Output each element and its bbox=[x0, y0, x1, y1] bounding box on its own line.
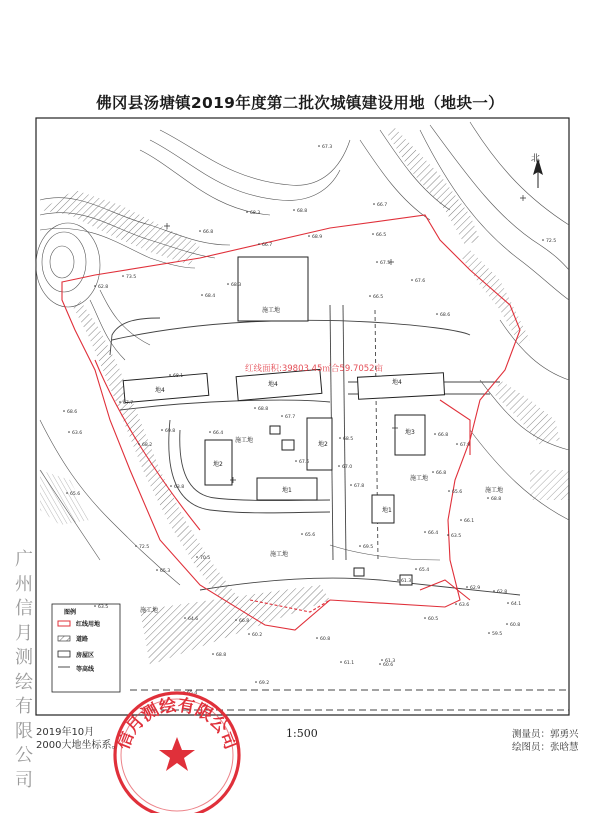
building-label: 地4 bbox=[268, 381, 278, 388]
elevation-point bbox=[447, 534, 449, 536]
elevation-label: 65.4 bbox=[187, 691, 198, 696]
elevation-label: 63.8 bbox=[174, 485, 185, 490]
elevation-label: 60.2 bbox=[252, 633, 263, 638]
elevation-point bbox=[281, 415, 283, 417]
elevation-point bbox=[434, 433, 436, 435]
elevation-label: 63.6 bbox=[72, 431, 83, 436]
elevation-point bbox=[308, 235, 310, 237]
site-label: 施工地 bbox=[410, 475, 429, 482]
elevation-label: 68.8 bbox=[491, 497, 502, 502]
elevation-point bbox=[63, 410, 65, 412]
elevation-label: 72.5 bbox=[546, 239, 557, 244]
elevation-point bbox=[122, 275, 124, 277]
elevation-point bbox=[161, 429, 163, 431]
site-label: 施工地 bbox=[485, 487, 504, 494]
elevation-label: 60.6 bbox=[383, 663, 394, 668]
red-line-area-label: 红线面积:39803.45㎡合59.7052亩 bbox=[245, 364, 384, 374]
site-label: 施工地 bbox=[235, 437, 254, 444]
elevation-point bbox=[448, 490, 450, 492]
legend-item-contour: 等高线 bbox=[76, 666, 95, 673]
elevation-label: 65.6 bbox=[305, 533, 316, 538]
elevation-label: 60.8 bbox=[320, 637, 331, 642]
map-scale: 1:500 bbox=[286, 727, 318, 740]
elevation-label: 64.6 bbox=[188, 617, 199, 622]
legend-item-red-line: 红线用地 bbox=[76, 621, 101, 628]
elevation-label: 66.7 bbox=[262, 243, 273, 248]
elevation-label: 68.8 bbox=[216, 653, 227, 658]
elevation-point bbox=[397, 579, 399, 581]
site-label: 施工地 bbox=[262, 307, 281, 314]
footer-drafter: 绘图员：张晗慧 bbox=[512, 742, 579, 753]
elevation-point bbox=[487, 497, 489, 499]
building bbox=[357, 373, 444, 399]
elevation-point bbox=[201, 294, 203, 296]
elevation-label: 59.5 bbox=[492, 632, 503, 637]
building-label: 地3 bbox=[405, 429, 415, 436]
elevation-point bbox=[424, 531, 426, 533]
elevation-label: 66.4 bbox=[428, 531, 439, 536]
elevation-point bbox=[542, 239, 544, 241]
building-small bbox=[354, 568, 364, 576]
elevation-label: 65.6 bbox=[452, 490, 463, 495]
elevation-point bbox=[66, 492, 68, 494]
elevation-label: 66.8 bbox=[436, 471, 447, 476]
elevation-label: 67.3 bbox=[322, 145, 333, 150]
elevation-label: 68.6 bbox=[67, 410, 78, 415]
elevation-point bbox=[379, 663, 381, 665]
map-title: 佛冈县汤塘镇2019年度第二批次城镇建设用地（地块一） bbox=[96, 94, 504, 112]
elevation-point bbox=[169, 374, 171, 376]
elevation-point bbox=[339, 437, 341, 439]
elevation-label: 67.6 bbox=[415, 279, 426, 284]
north-label: 北 bbox=[531, 154, 541, 164]
elevation-point bbox=[258, 243, 260, 245]
elevation-point bbox=[350, 484, 352, 486]
elevation-label: 66.5 bbox=[373, 295, 384, 300]
elevation-label: 69.2 bbox=[259, 681, 270, 686]
building bbox=[123, 373, 209, 402]
elevation-label: 73.5 bbox=[126, 275, 137, 280]
elevation-point bbox=[493, 590, 495, 592]
elevation-point bbox=[415, 568, 417, 570]
elevation-point bbox=[456, 443, 458, 445]
building-label: 地4 bbox=[392, 379, 402, 386]
legend-item-housing: 房屋区 bbox=[76, 652, 95, 659]
elevation-label: 62.9 bbox=[470, 586, 481, 591]
elevation-label: 68.6 bbox=[440, 313, 451, 318]
elevation-label: 68.9 bbox=[312, 235, 323, 240]
footer-date: 2019年10月 bbox=[36, 727, 95, 738]
elevation-point bbox=[235, 619, 237, 621]
elevation-label: 62.8 bbox=[98, 285, 109, 290]
elevation-point bbox=[196, 556, 198, 558]
building-label: 地4 bbox=[155, 387, 165, 394]
elevation-label: 68.3 bbox=[231, 283, 242, 288]
elevation-label: 61.3 bbox=[385, 659, 396, 664]
contour-lines bbox=[36, 122, 569, 585]
elevation-point bbox=[372, 233, 374, 235]
elevation-point bbox=[248, 633, 250, 635]
elevation-label: 63.6 bbox=[459, 603, 470, 608]
elevation-point bbox=[135, 545, 137, 547]
elevation-label: 60.5 bbox=[428, 617, 439, 622]
elevation-point bbox=[436, 313, 438, 315]
elevation-point bbox=[119, 401, 121, 403]
elevation-point bbox=[212, 653, 214, 655]
elevation-label: 70.5 bbox=[200, 556, 211, 561]
legend-item-road: 道路 bbox=[76, 636, 89, 643]
building-small bbox=[270, 426, 280, 434]
elevation-point bbox=[68, 431, 70, 433]
legend bbox=[52, 604, 120, 692]
elevation-point bbox=[432, 471, 434, 473]
elevation-point bbox=[340, 661, 342, 663]
elevation-point bbox=[301, 533, 303, 535]
legend-title: 图例 bbox=[64, 609, 77, 616]
elevation-point bbox=[156, 569, 158, 571]
elevation-point bbox=[506, 623, 508, 625]
elevation-label: 68.2 bbox=[142, 443, 153, 448]
company-vertical-label: 广 州 信 月 测 绘 有 限 公 司 bbox=[15, 549, 33, 791]
elevation-label: 69.8 bbox=[165, 429, 176, 434]
elevation-point bbox=[338, 465, 340, 467]
elevation-label: 67.8 bbox=[354, 484, 365, 489]
elevation-label: 64.1 bbox=[511, 602, 522, 607]
site-label: 施工地 bbox=[270, 551, 289, 558]
building-label: 地2 bbox=[213, 461, 223, 468]
elevation-label: 66.4 bbox=[213, 431, 224, 436]
elevation-point bbox=[376, 261, 378, 263]
elevation-point bbox=[316, 637, 318, 639]
elevation-point bbox=[455, 603, 457, 605]
elevation-point bbox=[227, 283, 229, 285]
elevation-point bbox=[254, 407, 256, 409]
elevation-label: 66.8 bbox=[203, 230, 214, 235]
elevation-point bbox=[424, 617, 426, 619]
elevation-label: 67.0 bbox=[342, 465, 353, 470]
elevation-label: 67.6 bbox=[299, 460, 310, 465]
elevation-label: 65.4 bbox=[419, 568, 430, 573]
elevation-point bbox=[369, 295, 371, 297]
footer-coord-system: 2000大地坐标系。 bbox=[36, 740, 122, 751]
elevation-label: 68.1 bbox=[173, 374, 184, 379]
elevation-label: 68.8 bbox=[258, 407, 269, 412]
elevation-label: 68.8 bbox=[297, 209, 308, 214]
elevation-label: 69.5 bbox=[363, 545, 374, 550]
building-label: 地2 bbox=[318, 441, 328, 448]
elevation-point bbox=[411, 279, 413, 281]
elevation-point bbox=[381, 659, 383, 661]
elevation-label: 60.8 bbox=[510, 623, 521, 628]
elevation-label: 62.8 bbox=[497, 590, 508, 595]
building-label: 地1 bbox=[382, 507, 392, 514]
elevation-label: 68.3 bbox=[250, 211, 261, 216]
elevation-label: 66.8 bbox=[438, 433, 449, 438]
elevation-point bbox=[359, 545, 361, 547]
building-small bbox=[282, 440, 294, 450]
elevation-point bbox=[255, 681, 257, 683]
elevation-label: 66.8 bbox=[239, 619, 250, 624]
elevation-point bbox=[138, 443, 140, 445]
elevation-label: 66.1 bbox=[464, 519, 475, 524]
svg-text:信月测绘有限公司: 信月测绘有限公司 bbox=[113, 695, 241, 753]
elevation-point bbox=[466, 586, 468, 588]
elevation-point bbox=[293, 209, 295, 211]
elevation-label: 68.5 bbox=[343, 437, 354, 442]
elevation-point bbox=[246, 211, 248, 213]
elevation-point bbox=[94, 605, 96, 607]
building-label: 地1 bbox=[282, 487, 292, 494]
elevation-point bbox=[184, 617, 186, 619]
elevation-point bbox=[199, 230, 201, 232]
elevation-label: 67.7 bbox=[285, 415, 296, 420]
elevation-point bbox=[94, 285, 96, 287]
elevation-label: 67.9 bbox=[460, 443, 471, 448]
site-label: 施工地 bbox=[140, 607, 159, 614]
elevation-label: 61.3 bbox=[401, 579, 412, 584]
elevation-point bbox=[209, 431, 211, 433]
footer-surveyor: 测量员：郭勇兴 bbox=[512, 729, 579, 740]
building bbox=[236, 369, 322, 400]
elevation-label: 65.6 bbox=[70, 492, 81, 497]
elevation-label: 65.3 bbox=[160, 569, 171, 574]
elevation-point bbox=[373, 203, 375, 205]
elevation-label: 66.7 bbox=[377, 203, 388, 208]
elevation-point bbox=[488, 632, 490, 634]
elevation-label: 72.5 bbox=[139, 545, 150, 550]
elevation-label: 67.7 bbox=[123, 401, 134, 406]
company-stamp bbox=[113, 693, 241, 813]
elevation-label: 67.5 bbox=[380, 261, 391, 266]
elevation-label: 61.1 bbox=[344, 661, 355, 666]
elevation-label: 63.5 bbox=[451, 534, 462, 539]
elevation-point bbox=[318, 145, 320, 147]
elevation-point bbox=[507, 602, 509, 604]
elevation-label: 68.4 bbox=[205, 294, 216, 299]
elevation-point bbox=[295, 460, 297, 462]
elevation-label: 63.5 bbox=[98, 605, 109, 610]
elevation-label: 66.5 bbox=[376, 233, 387, 238]
elevation-point bbox=[170, 485, 172, 487]
elevation-point bbox=[460, 519, 462, 521]
